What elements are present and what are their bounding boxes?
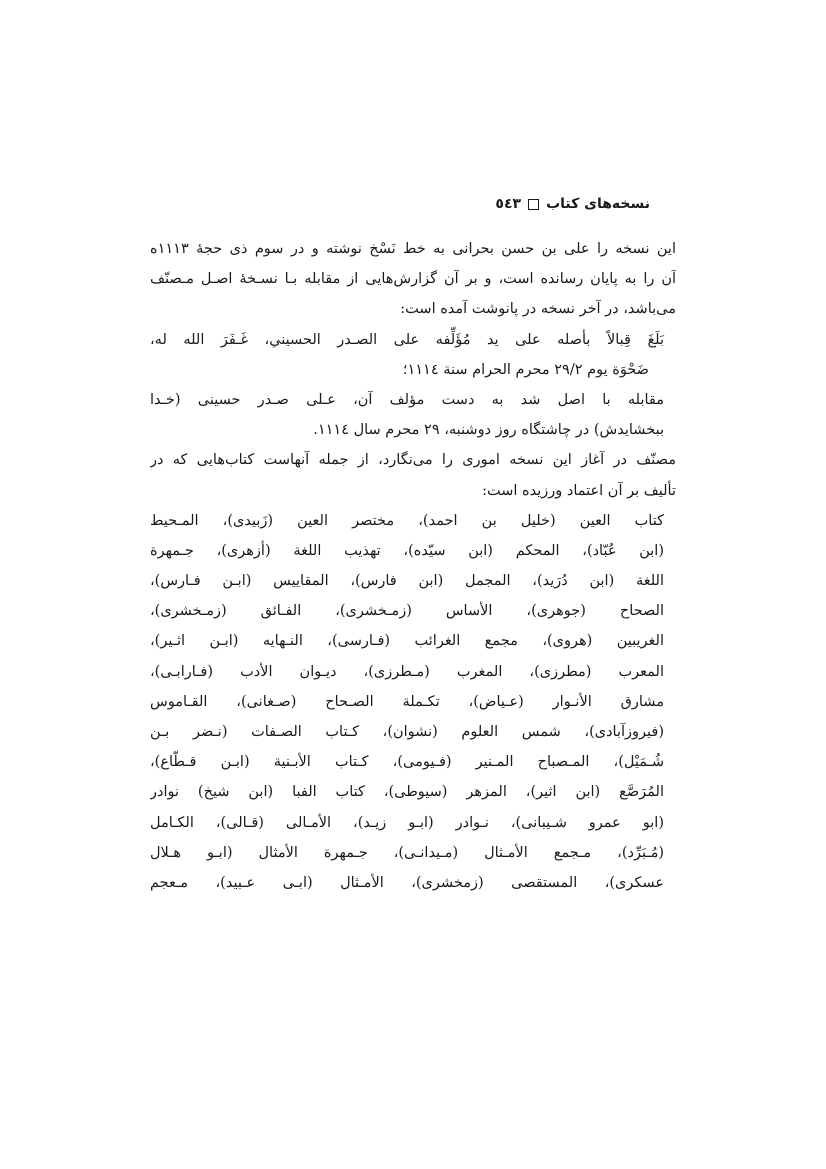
book-list-line: المُرَصَّع (ابن اثیر)، المزهر (سیوطی)، کتاب الفبا (ابن شیخ) نوادر xyxy=(150,784,664,801)
quote-line: بَلَغَ قِبالاً بأصله على يد مُؤَلِّفه على الصـدر الحسيني، غَـفَرَ الله له، xyxy=(150,331,664,348)
book-list-line: (ابو عمرو شـیبانی)، نـوادر (ابـو زیـد)، الأمـالی (قـالی)، الکـامل xyxy=(150,814,664,831)
section-title: نسخه‌های کتاب xyxy=(546,196,650,212)
text-line: این نسخه را علی بن حسن بحرانی به خط نَسْخ نوشته و در سوم ذی حجهٔ ۱۱۱۳ه xyxy=(150,241,676,257)
page-number: ٥٤٣ xyxy=(495,196,522,212)
square-bullet-icon xyxy=(528,199,539,210)
text-line: می‌باشد، در آخر نسخه در پانوشت آمده است: xyxy=(400,301,676,318)
quote-line: ضَحْوَة يوم ۲۹/۲ محرم الحرام سنة ١١١٤؛ xyxy=(402,361,649,378)
book-list-line: المعرب (مطرزی)، المغرب (مـطرزی)، دیـوان الأدب (فـارابـی)، xyxy=(150,663,664,680)
text-line: تألیف بر آن اعتماد ورزیده است: xyxy=(482,482,676,499)
book-list-line: (فیروزآبادی)، شمس العلوم (نشوان)، کـتاب الصـفات (نـضر بـن xyxy=(150,724,664,740)
book-list-line: الصحاح (جوهری)، الأساس (زمـخشری)، الفـائق (زمـخشری)، xyxy=(150,603,664,620)
running-header xyxy=(495,196,650,212)
quote-line: مقابله با اصل شد به دست مؤلف آن، عـلی صـدر حسینی (خـدا xyxy=(150,391,664,408)
book-list-line: اللغة (ابن دُرَید)، المجمل (ابن فارس)، المقاییس (ابـن فـارس)، xyxy=(150,573,664,590)
book-list-line: شُـمَیْل)، المـصباح المـنیر (فـیومی)، کـتاب الأبـنیة (ابـن قـطّاع)، xyxy=(150,754,664,771)
book-list-line: مشارق الأنـوار (عـیاض)، تکـملة الصـحاح (صـغانی)، القـاموس xyxy=(150,693,664,710)
book-list-line: (مُـبَرِّد)، مـجمع الأمـثال (مـیدانـی)، جـمهرة الأمثال (ابـو هـلال xyxy=(150,844,664,861)
book-list-line: (ابن عُبّاد)، المحکم (ابن سیّده)، تهذیب اللغة (أزهری)، جـمهرة xyxy=(150,542,664,559)
text-line: مصنّف در آغاز این نسخه اموری را می‌نگارد، از جمله آنهاست کتاب‌هایی که در xyxy=(150,452,676,469)
quote-line: ببخشایدش) در چاشتگاه روز دوشنبه، ۲۹ محرم سال ١١١٤. xyxy=(313,422,664,439)
text-line: آن را به پایان رسانده است، و بر آن گزارش‌هایی از مقابله بـا نسـخهٔ اصـل مـصنّف xyxy=(150,271,676,288)
book-list-line: عسکری)، المستقصی (زمخشری)، الأمـثال (ابـی عـبید)، مـعجم xyxy=(150,874,664,891)
book-list-line: کتاب العین (خلیل بن احمد)، مختصر العین (زَبیدی)، المـحیط xyxy=(150,512,664,529)
book-list-line: الغریبین (هروی)، مجمع الغرائب (فـارسی)، النـهایه (ابـن اثـیر)، xyxy=(150,633,664,650)
body-text xyxy=(150,234,676,898)
